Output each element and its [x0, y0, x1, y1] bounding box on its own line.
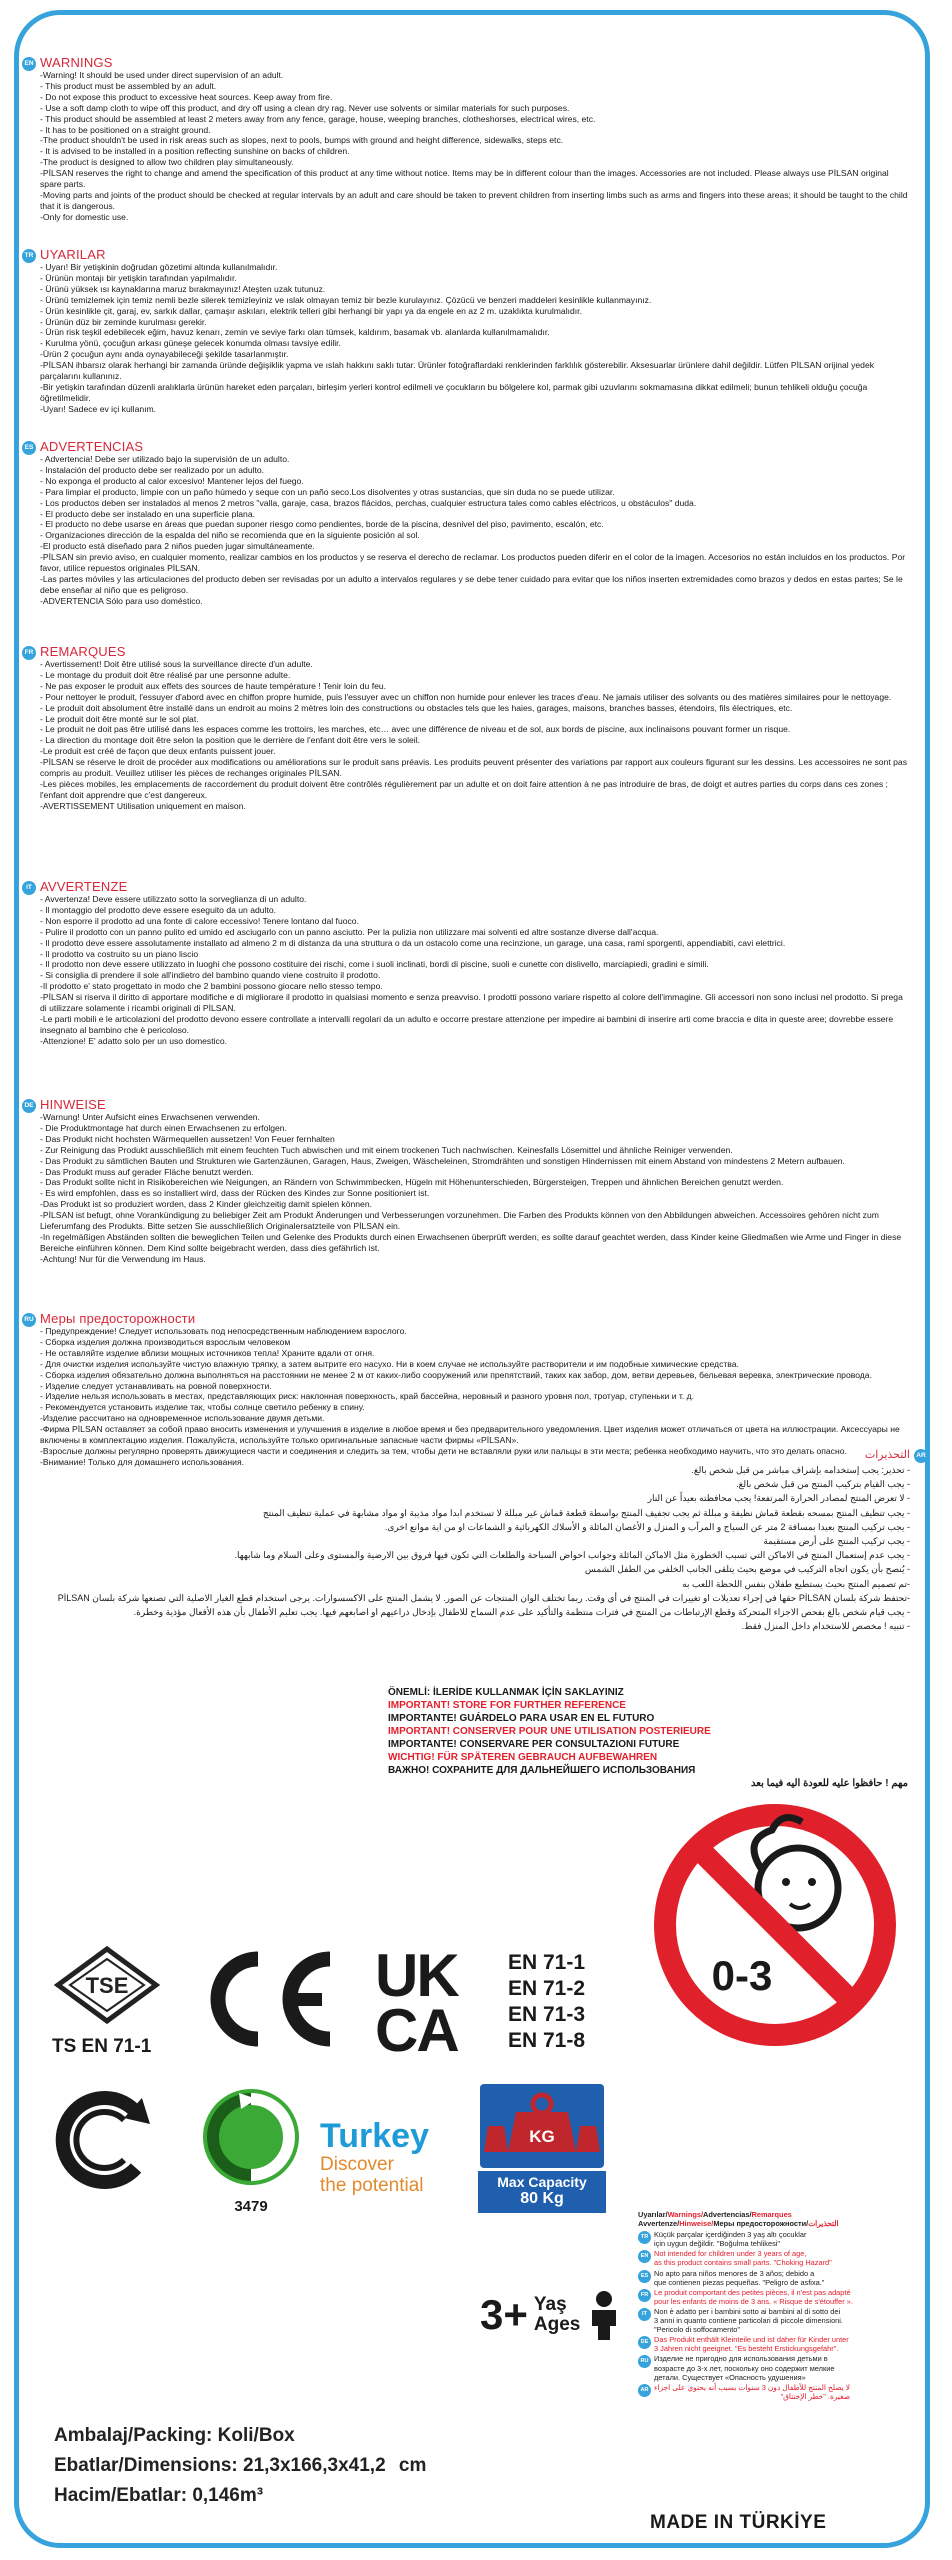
- warning-line: -Взрослые должны регулярно проверять движущиеся части и соединения и следить за тем, чтобы дети не вставляли руки или пальцы в эти места; ребенка необходимо научить, что это делать опасно.: [40, 1445, 847, 1456]
- warning-line: - This product should be assembled at least 2 meters away from any fence, garage, house, weeping branches, clotheshorses, electrical wires, etc.: [40, 113, 596, 124]
- en-standard: EN 71-1: [508, 1951, 586, 1974]
- warning-line: -Le produit est créé de façon que deux enfants puissent jouer.: [40, 746, 276, 757]
- warning-section-it: [26, 879, 910, 1047]
- warning-line: -Das Produkt ist so produziert worden, dass 2 Kinder gleichzeitig damit spielen können.: [40, 1199, 372, 1210]
- warning-line: -Warnung! Unter Aufsicht eines Erwachsenen verwenden.: [40, 1112, 260, 1122]
- age-value: 3+: [480, 2291, 528, 2338]
- turkey-tagline-1: Discover: [320, 2154, 394, 2175]
- small-parts-text: Küçük parçalar içerdiğinden 3 yaş altı çocuklar: [654, 2230, 807, 2240]
- warning-line: - Предупреждение! Следует использовать под непосредственным наблюдением взрослого.: [40, 1326, 407, 1336]
- small-parts-header-part: التحذيرات: [808, 2219, 839, 2229]
- volume-label: Hacim/Ebatlar:: [54, 2485, 188, 2506]
- small-parts-row-ru: [638, 2354, 908, 2381]
- warning-line: - Ürünün düz bir zeminde kurulması gerekir.: [40, 316, 207, 327]
- warning-line: - Advertencia! Debe ser utilizado bajo la supervisión de un adulto.: [40, 454, 290, 464]
- lang-badge-de: DE: [22, 1099, 36, 1113]
- small-parts-text: as this product contains small parts. "Choking Hazard": [654, 2258, 832, 2268]
- small-parts-header-part: Меры предосторожности/: [713, 2219, 809, 2229]
- small-parts-text: детали. Существует «Опасность удушения»: [654, 2372, 806, 2382]
- warning-section-de: [24, 1097, 910, 1265]
- small-parts-header-part: Avvertenze/: [638, 2219, 680, 2229]
- warning-line: - Die Produktmontage hat durch einen Erwachsenen zu erfolgen.: [40, 1122, 287, 1133]
- section-title: REMARQUES: [40, 644, 126, 659]
- warning-line: - Изделие нельзя использовать в местах, представляющих риск: наклонная поверхность, край бассейна, неровный и разного уровня пол, тротуар, ступеньки и т. д.: [40, 1391, 695, 1402]
- section-title: AVVERTENZE: [40, 879, 128, 894]
- warning-line: - Ürün risk teşkil edebilecek eğim, havuz kenarı, zemin ve seviye farkı olan tümsek, kaldırım, basamak vb. alanlarda kullanılmamalıdır.: [40, 327, 550, 338]
- warning-line: - Si consiglia di prendere il sole all'indietro del bambino quando viene costruito il prodotto.: [40, 970, 381, 981]
- warning-line: - Ürünü yüksek ısı kaynaklarına maruz bırakmayınız! Ateşten uzak tutunuz.: [40, 283, 326, 294]
- warning-line: - Le produit ne doit pas être utilisé dans les espaces comme les trottoirs, les marches, etc… avec une différence de niveau et de sol, aux bords de piscine, aux inclinaisons pouvant former un risque.: [40, 724, 791, 735]
- arabic-warning-line: - تنبيه ! مخصص للاستخدام داخل المنزل فقط.: [741, 1621, 910, 1632]
- warning-line: - Il prodotto non deve essere utilizzato in luoghi che possono costituire dei rischi, come i suoli inclinati, bordi di piscine, suoli e cunette con dislivello, marciapiedi, gradini e simili.: [40, 959, 709, 970]
- section-title: WARNINGS: [40, 55, 113, 70]
- lang-badge-es: ES: [638, 2270, 651, 2283]
- dimensions-label: Ebatlar/Dimensions:: [54, 2455, 238, 2476]
- warning-line: - Do not expose this product to excessive heat sources. Keep away from fire.: [40, 91, 333, 102]
- en-standard: EN 71-2: [508, 1977, 586, 2000]
- max-capacity-label: Max Capacity: [497, 2174, 587, 2190]
- arabic-warning-line: -تحتفظ شركة بلسان PİLSAN حقها في إجراء تعديلات او تغييرات في المنتج في أي وقت. ربما تختلف الوان المنتجات عن الصور. لا يشمل المنتج على الاكسسوارات. يرجى استخدام قطع الغيار الاصلية التي تصنعها شركة بلسان PİLSAN: [57, 1592, 910, 1603]
- warning-section-tr: [24, 247, 910, 415]
- warning-line: - Le montage du produit doit être réalisé par une personne adulte.: [40, 669, 291, 680]
- keep-notice-line: ВАЖНО! СОХРАНИТЕ ДЛЯ ДАЛЬНЕЙШЕГО ИСПОЛЬЗОВАНИЯ: [388, 1765, 696, 1776]
- warning-line: - Es wird empfohlen, dass es so installiert wird, dass der Rücken des Kindes zur Sonne positioniert ist.: [40, 1188, 430, 1199]
- warning-line: - No exponga el producto al calor excesivo! Mantener lejos del fuego.: [40, 475, 304, 486]
- warning-line: -In regelmäßigen Abständen sollten die beweglichen Teilen und Gelenke des Produkts durch einen Erwachsenen überprüft werden, es sollte darauf geachtet werden, dass Kinder keine Gliedmaßen wie Arme und Finger in diese Bereiche einführen können. Dem Kind sollte beigebracht werden, dass dies gefährlich ist.: [40, 1231, 902, 1253]
- warning-line: - Le produit doit être monté sur le sol plat.: [40, 713, 199, 724]
- small-parts-text: 3 anni in quanto contiene particolari di piccole dimensioni.: [654, 2316, 843, 2326]
- small-parts-header-part: Warnings/: [667, 2210, 704, 2219]
- warning-line: -Attenzione! E' adatto solo per un uso domestico.: [40, 1035, 227, 1046]
- lang-badge-en: EN: [638, 2250, 651, 2263]
- warning-line: - Instalación del producto debe ser realizado por un adulto.: [40, 464, 265, 475]
- lang-badge-fr: FR: [22, 646, 36, 660]
- warning-line: -PİLSAN se réserve le droit de procéder aux modifications ou améliorations sur le produit sans préavis. Les produits peuvent présenter des variations par rapport aux couleurs figurant sur les dessins. Les accessoires ne sont pas compris au produit. Veuillez utiliser les pièces de rechanges originales PİLSAN.: [40, 757, 907, 779]
- keep-notice-line: WICHTIG! FÜR SPÄTEREN GEBRAUCH AUFBEWAHREN: [388, 1752, 658, 1763]
- warning-line: - Ürün kesinlikle çit, garaj, ev, sarkık dallar, çamaşır askıları, elektrik telleri gibi herhangi bir yapı ya da engele en az 2 m. uzaklıkta kurulmalıdır.: [40, 305, 582, 316]
- arabic-section: [40, 1445, 926, 1633]
- warning-line: - Ürünü temizlemek için temiz nemli bezle silerek temizleyiniz ve ıslak olmayan temiz bir bezle kurulayınız. Çözücü ve benzeri maddeleri kesinlikle kullanmayınız.: [40, 294, 652, 305]
- warning-line: -Only for domestic use.: [40, 211, 129, 222]
- warning-line: -PİLSAN ihbarsız olarak herhangi bir zamanda üründe değişiklik yapma ve ıslah hakkını saklı tutar. Ürünler fotoğraflardaki renklerinden farklılık gösterebilir. Aksesuarlar ürünlere dahil değildir. Lütfen PİLSAN orijinal yedek parçalarını kullanınız.: [40, 360, 875, 382]
- recycle-c-icon: [54, 2090, 154, 2190]
- warning-line: -Ürün 2 çocuğun aynı anda oynayabileceği şekilde tasarlanmıştır.: [40, 349, 289, 360]
- age-tr-label: Yaş: [533, 2294, 567, 2315]
- keep-notice-line: مهم ! حافظوا عليه للعودة اليه فيما بعد: [751, 1778, 908, 1789]
- turkey-brand-logo: [320, 2118, 429, 2196]
- warning-line: - Uyarı! Bir yetişkinin doğrudan gözetimi altında kullanılmalıdır.: [40, 262, 278, 272]
- arabic-title: التحذيرات: [864, 1449, 910, 1461]
- dimensions-value: 21,3x166,3x41,2: [243, 2455, 386, 2476]
- small-parts-row-en: [638, 2249, 908, 2267]
- dimensions-row: [54, 2455, 426, 2477]
- small-parts-text: Le produit comportant des petites pièces, il n'est pas adapté: [654, 2287, 851, 2297]
- warning-section-fr: [24, 644, 910, 812]
- arabic-warning-line: - يجب تنظيف المنتج بمسحه بقطعة قماش نظيفة و مبللة ثم يجب تجفيف المنتج بواسطة قطعة قماش غير مبللة لا تستخدم ابدا مواد مذيبة او مواد مشابهة في عملية تنظيف المنتج: [262, 1507, 910, 1518]
- warning-line: - El producto no debe usarse en áreas que puedan suponer riesgo como pendientes, borde de la piscina, desnivel del piso, pavimento, escalón, etc.: [40, 519, 604, 530]
- volume-row: [54, 2485, 263, 2507]
- no-children-under-3-icon: [650, 1800, 900, 2050]
- warning-line: -Изделие рассчитано на одновременное использование двумя детьми.: [40, 1413, 325, 1424]
- warning-line: -PİLSAN ist befugt, ohne Vorankündigung zu beliebiger Zeit am Produkt Änderungen und Verbesserungen vorzunehmen. Die Farben des Produkts können von den Abbildungen abweichen. Accessoires gehören nicht zum Lieferumfang des Produkts. Bitte setzen Sie ausschließlich Originalersatzteile von PİLSAN ein.: [40, 1210, 879, 1232]
- small-parts-text: "Pericolo di soffocamento": [654, 2325, 741, 2335]
- lang-badge-ar: AR: [914, 1449, 928, 1463]
- warning-line: - It is advised to be installed in a position reflecting sunshine on backs of children.: [40, 146, 350, 157]
- warning-line: - La direction du montage doit être selon la position que le derrière de l'enfant doit être vers le soleil.: [40, 735, 420, 746]
- warning-line: -Moving parts and joints of the product should be checked at regular intervals by an adult and care should be taken to prevent children from inserting limbs such as arms and fingers into these areas; it should be taught to the child that it is dangerous.: [40, 189, 908, 211]
- warning-line: - Avvertenza! Deve essere utilizzato sotto la sorveglianza di un adulto.: [40, 894, 307, 904]
- ukca-mark: [375, 1942, 458, 2064]
- section-title: Меры предосторожности: [40, 1311, 196, 1326]
- recycle-c-logo: [54, 2090, 154, 2195]
- warning-line: -Le parti mobili e le articolazioni del prodotto devono essere controllate a intervalli regolari da un adulto e occorre prestare attenzione per impedire ai bambini di inserire arti come braccia e dita in queste aree; dovrebbe essere insegnato al bambino che è pericoloso.: [40, 1013, 894, 1035]
- ukca-line-2: CA: [375, 1997, 458, 2064]
- small-parts-text: لا يصلح المنتج للأطفال دون 3 سنوات بسبب أنه يحتوي على اجزاء: [654, 2382, 850, 2392]
- lang-badge-it: IT: [22, 881, 36, 895]
- small-parts-text: Not intended for children under 3 years of age,: [654, 2249, 807, 2259]
- dimensions-unit: cm: [398, 2455, 427, 2476]
- ce-mark-icon: [200, 1943, 340, 2055]
- keep-notice-line: IMPORTANTE! CONSERVARE PER CONSULTAZIONI FUTURE: [388, 1739, 680, 1750]
- arabic-warning-line: - يجب عدم إستعمال المنتج في الاماكن التي تسبب الخطورة مثل الاماكن المائلة وجوانب احواض السباحة والطلعات التي تكون فيها فروق بين الارضية والمستوى وعلى السلام وما شابهها.: [234, 1550, 910, 1561]
- small-parts-header-part: Hinweise/: [679, 2219, 714, 2229]
- warning-line: -PİLSAN si riserva il diritto di apportare modifiche e di migliorare il prodotto in qualsiasi momento e senza preavviso. I prodotti possono variare rispetto al colore dell'immagine. Gli accessori non sono inclusi nel prodotto. Si prega di utilizzare solamente i ricambi originali di PİLSAN.: [40, 992, 903, 1014]
- keep-notice-line: IMPORTANTE! GUÁRDELO PARA USAR EN EL FUTURO: [388, 1713, 655, 1724]
- arabic-warning-line: - يجب تركيب المنتج بعيدا بمسافة 2 متر عن السياج و المرآب و المنزل و الأغصان المائلة و الأسلاك الكهربائية و الشماعات او من اية موانع اخرى.: [384, 1521, 910, 1532]
- arabic-warning-line: - يجب تركيب المنتج على أرض مستقيمة: [763, 1536, 910, 1547]
- warning-line: - It has to be positioned on a straight ground.: [40, 124, 211, 135]
- arabic-warning-line: - يجب القيام بتركيب المنتج من قبل شخص بالغ.: [736, 1479, 910, 1490]
- warning-line: - Pour nettoyer le produit, l'essuyer d'abord avec en chiffon propre humide, puis l'essuyer avec un chiffon non humide pour enlever les traces d'eau. Ne jamais utiliser des solvants ou des matières similaires pour le nettoyage.: [40, 691, 892, 702]
- section-title: UYARILAR: [40, 247, 106, 262]
- warning-line: -Внимание! Только для домашнего использования.: [40, 1456, 244, 1467]
- warning-line: - Il prodotto va costruito su un piano liscio: [40, 948, 199, 959]
- small-parts-text: صغيرة. "خطر الإختناق": [780, 2391, 850, 2401]
- warning-line: - Для очистки изделия используйте чистую влажную тряпку, а затем вытрите его насухо. Ни в коем случае не используйте растворители и им подобные химические средства.: [40, 1358, 739, 1369]
- small-parts-text: pour les enfants de moins de 3 ans. « Risque de s'étouffer ».: [654, 2296, 853, 2306]
- made-in-label: MADE IN TÜRKİYE: [650, 2512, 827, 2533]
- warning-line: -Bir yetişkin tarafından düzenli aralıklarla ürünün hareket eden parçaları, birleşim yerleri kontrol edilmeli ve çocukların bu bölgelere kol, parmak gibi uzuvlarını sokmamasına dikkat edilmeli; bunun tehlikeli olduğu çocuğa öğretilmelidir.: [40, 381, 868, 403]
- lang-badge-de: DE: [638, 2336, 651, 2349]
- small-parts-row-ar: [638, 2383, 908, 2401]
- warning-line: - Сборка изделия должна производиться взрослым человеком: [40, 1336, 291, 1347]
- age-badge: [480, 2290, 622, 2340]
- small-parts-row-es: [638, 2269, 908, 2287]
- warning-line: -Uyarı! Sadece ev içi kullanım.: [40, 403, 157, 414]
- tse-logo: [52, 1945, 167, 2058]
- lang-badge-ru: RU: [638, 2355, 651, 2368]
- warning-line: -AVERTISSEMENT Utilisation uniquement en maison.: [40, 800, 246, 811]
- warning-line: - Non esporre il prodotto ad una fonte di calore eccessivo! Tenere lontano dal fuoco.: [40, 915, 359, 926]
- warning-line: - Изделие следует устанавливать на ровной поверхности.: [40, 1380, 272, 1391]
- lang-badge-ru: RU: [22, 1313, 36, 1327]
- warning-line: - El producto debe ser instalado en una superficie plana.: [40, 508, 255, 519]
- section-title: ADVERTENCIAS: [40, 439, 144, 454]
- small-parts-text: que contienen piezas pequeñas. "Peligro de asfixa.": [654, 2277, 825, 2287]
- packing-value: Koli/Box: [217, 2425, 295, 2446]
- warning-line: - Ürünün montajı bir yetişkin tarafından yapılmalıdır.: [40, 272, 237, 283]
- weight-icon: [478, 2082, 606, 2168]
- arabic-warning-line: - تحذير: يجب إستخدامه بإشراف مباشر من قبل شخص بالغ.: [691, 1465, 910, 1475]
- age-en-label: Ages: [533, 2314, 581, 2335]
- warning-line: - Das Produkt nicht hochsten Wärmequellen aussetzen! Von Feuer fernhalten: [40, 1133, 335, 1144]
- arabic-warning-line: -تم تصميم المنتج بحيث يستطيع طفلان بنفس اللحظة اللعب به: [682, 1578, 910, 1589]
- warning-line: -Warning! It should be used under direct supervision of an adult.: [40, 70, 284, 80]
- small-parts-row-tr: [638, 2230, 908, 2248]
- turkey-tagline-2: the potential: [320, 2175, 424, 2196]
- arabic-warning-line: - يُنصح بأن يكون اتجاه التركيب في موضع بحيث يتلقى الجانب الخلفي من الطفل الشمس: [584, 1564, 910, 1575]
- max-capacity-value: 80 Kg: [520, 2190, 564, 2207]
- warning-line: -Il prodotto e' stato progettato in modo che 2 bambini possono giocare nello stesso tempo.: [40, 981, 383, 992]
- small-parts-text: No apto para niños menores de 3 años; debido a: [654, 2268, 815, 2278]
- en-standard: EN 71-3: [508, 2003, 586, 2026]
- ukca-line-1: UK: [375, 1942, 458, 2009]
- warning-line: - Das Produkt zu sämtlichen Bauten und Strukturen wie Gartenzäunen, Garagen, Haus, Zweigen, Wäscheleinen, Stromdrähten und sonstigen Hindernissen mit einem Abstand von mindestens 2 Metern aufbauen.: [40, 1155, 845, 1166]
- lang-badge-fr: FR: [638, 2289, 651, 2302]
- warning-line: - Das Produkt muss auf gerader Fläche benutzt werden.: [40, 1166, 254, 1177]
- warning-line: -Achtung! Nur für die Verwendung im Haus.: [40, 1253, 206, 1264]
- arabic-warning-line: - لا تعرض المنتج لمصادر الحرارة المرتفعة! يجب محافظته بعيداً عن النار: [647, 1493, 910, 1504]
- lang-badge-en: EN: [22, 57, 36, 71]
- small-parts-text: Non è adatto per i bambini sotto ai bambini al di sotto dei: [654, 2306, 841, 2316]
- small-parts-text: возрасте до 3-х лет, поскольку оно содержит мелкие: [654, 2363, 835, 2373]
- ce-mark: [200, 1943, 340, 2060]
- warning-line: - Kurulma yönü, çocuğun arkası güneşe gelecek konumda olması tavsiye edilir.: [40, 338, 341, 349]
- warning-line: - Pulire il prodotto con un panno pulito ed umido ed asciugarlo con un panno asciutto. Per la pulizia non utilizzare mai solventi ed altre sostanze diverse dall'acqua.: [40, 926, 659, 937]
- warning-line: - This product must be assembled by an adult.: [40, 80, 217, 91]
- small-parts-header-part: Advertencias/: [703, 2210, 752, 2219]
- small-parts-header: [638, 2210, 908, 2228]
- warning-line: - Ne pas exposer le produit aux effets des sources de haute température ! Tenir loin du feu.: [40, 680, 387, 691]
- warning-line: - Das Produkt sollte nicht in Risikobereichen wie Neigungen, an Rändern von Schwimmbecken, Hügeln mit Höhenunterschieden, Bürgersteigen, Treppen und ähnlichen Bereichen genutzt werden.: [40, 1177, 784, 1188]
- keep-notice-line: IMPORTANT! CONSERVER POUR UNE UTILISATION POSTERIEURE: [388, 1726, 711, 1737]
- not-for-under-3-sign: [650, 1800, 900, 2055]
- green-dot-logo: [196, 2085, 306, 2215]
- warning-line: -Las partes móviles y las articulaciones del producto deben ser revisadas por un adulto a intervalos regulares y se debe tener cuidado para evitar que los niños inserten extremidades como brazos y dedos en estas partes; Se le debe enseñar al niño que es peligroso.: [40, 573, 903, 595]
- green-dot-icon: [199, 2085, 303, 2189]
- warning-line: - Avertissement! Doit être utilisé sous la surveillance directe d'un adulte.: [40, 659, 313, 669]
- lang-badge-ar: AR: [638, 2384, 651, 2397]
- warning-line: - Use a soft damp cloth to wipe off this product, and dry off using a clean dry rag. Never use solvents or similar materials for such purposes.: [40, 102, 570, 113]
- tse-standard-label: TS EN 71-1: [52, 2036, 152, 2057]
- small-parts-header-part: Uyarılar/: [638, 2210, 668, 2219]
- volume-value: 0,146m³: [192, 2485, 264, 2506]
- warning-line: - Il prodotto deve essere assolutamente installato ad almeno 2 m di distanza da una struttura o da un ostacolo come una recinzione, un garage, una casa, rami sporgenti, appendiabiti, cavi elettrici.: [40, 937, 786, 948]
- warning-line: - Le produit doit absolument être installé dans un endroit au moins 2 mètres loin des constructions ou obstacles tels que les haies, garages, maisons, branches basses, étendoirs, fils électriques, etc.: [40, 702, 793, 713]
- en-standards-list: [508, 1950, 585, 2054]
- en-standard: EN 71-8: [508, 2029, 586, 2052]
- lang-badge-tr: TR: [638, 2231, 651, 2244]
- small-parts-text: için uygun değildir. "Boğulma tehlikesi": [654, 2239, 781, 2249]
- warning-line: - Organizaciones dirección de la espalda del niño se recomienda que en la siguiente posición al sol.: [40, 530, 420, 541]
- warning-line: - Сборка изделия обязательно должна выполняться на расстоянии не менее 2 м от каких-либо сооружений или препятствий, таких как забор, дом, ветви деревьев, бельевая веревка, электрические провода.: [40, 1369, 872, 1380]
- small-parts-header-part: Remarques: [751, 2210, 792, 2219]
- age-warning-symbol: 0-3: [711, 1952, 773, 1999]
- turkey-brand-word: Turkey: [320, 2117, 429, 2155]
- tse-mark-icon: [52, 1945, 162, 2025]
- warning-line: - Los productos deben ser instalados al menos 2 metros "valla, garaje, casa, brazos flácidos, perchas, cualquier estructura tales como cables eléctricos, u obstáculos" duda.: [40, 497, 697, 508]
- small-parts-text: Изделие не пригодно для использования детьми в: [654, 2354, 828, 2364]
- small-parts-warning: [638, 2210, 908, 2402]
- warning-line: -The product shouldn't be used in risk areas such as slopes, next to pools, bumps with ground and height difference, sidewalks, steps etc.: [40, 135, 564, 146]
- warning-line: - Para limpiar el producto, limpie con un paño húmedo y seque con un paño seco.Los disolventes y otras sustancias, que sin duda no se puede utilizar.: [40, 486, 615, 497]
- warning-line: -The product is designed to allow two children play simultaneously.: [40, 157, 294, 168]
- lang-badge-tr: TR: [22, 249, 36, 263]
- keep-notice-line: IMPORTANT! STORE FOR FURTHER REFERENCE: [388, 1700, 626, 1711]
- child-figure-icon: [586, 2290, 622, 2340]
- recycle-number: 3479: [234, 2198, 268, 2215]
- small-parts-row-it: [638, 2307, 908, 2334]
- section-title: HINWEISE: [40, 1097, 106, 1112]
- small-parts-row-fr: [638, 2288, 908, 2306]
- warning-line: -Les pièces mobiles, les emplacements de raccordement du produit doivent être contrôlés régulièrement par un adulte et on doit faire attention à ne pas introduire de bras, de doigt et autres parties du corps dans ces zones ; l'enfant doit apprendre que c'est dangereux.: [40, 778, 888, 800]
- warning-line: - Il montaggio del prodotto deve essere eseguito da un adulto.: [40, 904, 277, 915]
- warning-line: -ADVERTENCIA Sólo para uso doméstico.: [40, 595, 203, 606]
- packing-label: Ambalaj/Packing:: [54, 2425, 213, 2446]
- lang-badge-it: IT: [638, 2308, 651, 2321]
- max-capacity-badge: [478, 2082, 606, 2213]
- warning-line: -El producto está diseñado para 2 niños pueden jugar simultáneamente.: [40, 541, 315, 552]
- kg-label: KG: [529, 2127, 555, 2146]
- svg-text:TSE: TSE: [85, 1973, 129, 1998]
- warning-line: -PİLSAN reserves the right to change and amend the specification of this product at any time without notice. Items may be in different colour than the images. Accessories are not included. Please always use PİLSAN original spare parts.: [40, 168, 889, 190]
- warning-section-ru: [24, 1311, 910, 1468]
- warning-line: -PİLSAN sin previo aviso, en cualquier momento, realizar cambios en los productos y se reserva el derecho de reclamar. Los productos pueden diferir en el color de la imagen. Accesorios no están incluidos en los productos. Por favor, utilice repuestos originales PİLSAN.: [40, 552, 906, 574]
- packing-row: [54, 2425, 295, 2447]
- warning-line: - Не оставляйте изделие вблизи мощных источников тепла! Храните вдали от огня.: [40, 1347, 375, 1358]
- small-parts-text: Das Produkt enthält Kleinteile und ist daher für Kinder unter: [654, 2335, 849, 2345]
- warning-line: - Рекомендуется установить изделие так, чтобы солнце светило ребенку в спину.: [40, 1402, 365, 1413]
- small-parts-text: 3 Jahren nicht geeignet. "Es besteht Erstickungsgefahr".: [654, 2344, 839, 2354]
- keep-for-reference-notice: [388, 1686, 908, 1790]
- keep-notice-line: ÖNEMLİ: İLERİDE KULLANMAK İÇİN SAKLAYINIZ: [388, 1687, 624, 1698]
- warning-section-es: [24, 439, 910, 607]
- small-parts-row-de: [638, 2335, 908, 2353]
- lang-badge-es: ES: [22, 441, 36, 455]
- arabic-warning-line: - يجب قيام شخص بالغ بفحص الاجزاء المتحركة وقطع الإرتباطات من المنتج في فترات منتظمة والتأكيد على عدم السماح للاطفال بإدخال ذراعيهم او اصابعهم فيها. يجب تعليم الأطفال بأن هذه الأفعال مؤذية وخطرة.: [133, 1607, 910, 1618]
- warning-line: -Фирма PİLSAN оставляет за собой право вносить изменения и улучшения в изделие в любое время и без предварительного уведомления. Цвет изделия может отличаться от цвета на иллюстрации. Аксессуары не включены в комплектацию изделия. Пожалуйста, используйте только оригинальные запасные части фирмы «PİLSAN».: [40, 1424, 900, 1446]
- warning-line: - Zur Reinigung das Produkt ausschließlich mit einem feuchten Tuch abwischen und mit einem trockenen Tuch nachwischen. Keinesfalls Lösemittel und ähnliche Reiniger verwenden.: [40, 1144, 733, 1155]
- warning-section-en: [24, 55, 910, 223]
